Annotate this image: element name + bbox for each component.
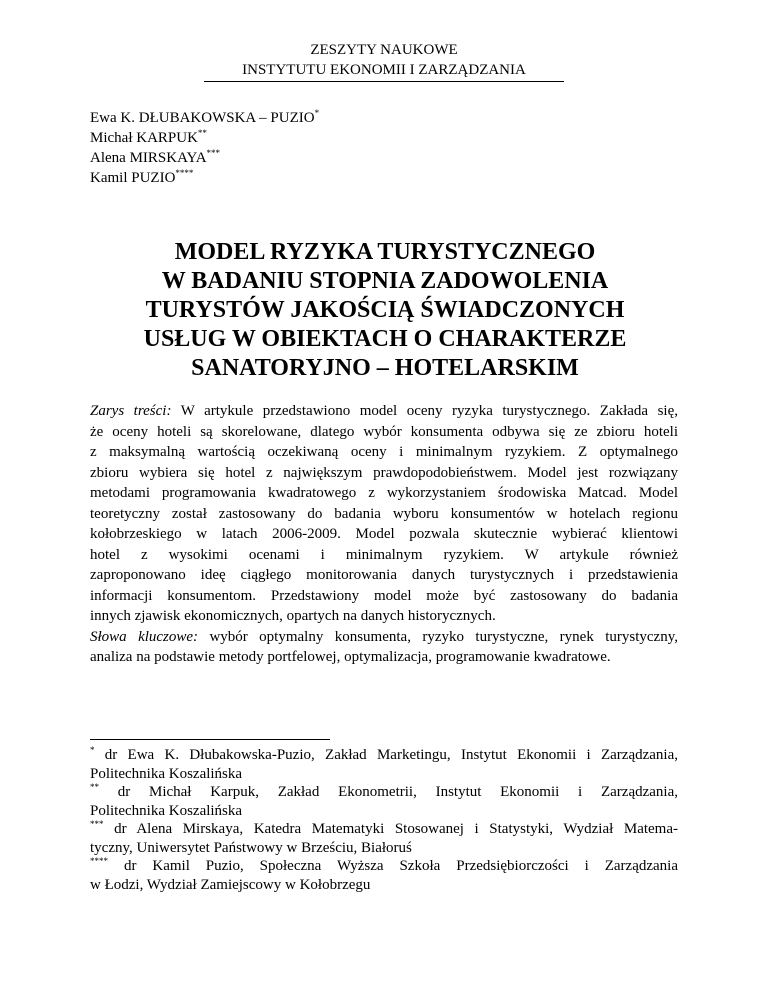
- abstract-line: zaproponowano ideę ciągłego monitorowania danych turystycznych i przedstawienia: [90, 567, 678, 583]
- journal-name-line-2: INSTYTUTU EKONOMII I ZARZĄDZANIA: [242, 62, 526, 78]
- abstract-section: [90, 401, 678, 668]
- keywords-line: analiza na podstawie metody portfelowej, optymalizacja, programowanie kwadratowe.: [90, 649, 611, 665]
- keywords-paragraph: [90, 627, 678, 668]
- keywords-line: Słowa kluczowe: wybór optymalny konsumenta, ryzyko turystyczne, rynek turystyczny,: [90, 628, 678, 645]
- abstract-label: Zarys treści:: [90, 403, 172, 419]
- footnote-mark: *: [90, 745, 95, 755]
- author: Ewa K. DŁUBAKOWSKA – PUZIO*: [90, 108, 320, 126]
- title-line: TURYSTÓW JAKOŚCIĄ ŚWIADCZONYCH: [145, 297, 625, 323]
- footnote-rule: [90, 739, 330, 740]
- abstract-line: innych zjawisk ekonomicznych, opartych na danych historycznych.: [90, 608, 496, 624]
- abstract-line: teoretyczny został zastosowany do badania wyboru konsumentów w hotelach regionu: [90, 505, 678, 522]
- author: Alena MIRSKAYA***: [90, 148, 221, 166]
- footnote: ** dr Michał Karpuk, Zakład Ekonometrii, Instytut Ekonomii i Zarządzania, Politechnika Koszalińska: [90, 782, 678, 819]
- abstract-line: zbioru wybiera się hotel z największym prawdopodobieństwem. Model jest rozwiązany: [90, 464, 678, 481]
- author: Kamil PUZIO****: [90, 168, 194, 186]
- abstract-line: metodami programowania kwadratowego z wykorzystaniem środowiska Matcad. Model: [90, 485, 678, 501]
- journal-name-line-1: ZESZYTY NAUKOWE: [310, 42, 458, 58]
- title-line: USŁUG W OBIEKTACH O CHARAKTERZE: [143, 326, 627, 352]
- abstract-line: kołobrzeskiego w latach 2006-2009. Model pozwala skutecznie wybierać klientowi: [90, 526, 678, 542]
- title-line: MODEL RYZYKA TURYSTYCZNEGO: [174, 239, 596, 265]
- abstract-line: Zarys treści: W artykule przedstawiono model oceny ryzyka turystycznego. Zakłada się,: [90, 403, 678, 419]
- footnote-mark: *: [314, 108, 320, 118]
- footnote-mark: **: [197, 128, 207, 138]
- title-line: W BADANIU STOPNIA ZADOWOLENIA: [161, 268, 609, 294]
- header-rule: [204, 81, 564, 82]
- footnote-mark: ***: [206, 148, 221, 158]
- footnote: **** dr Kamil Puzio, Społeczna Wyższa Szkoła Przedsiębiorczości i Zarządzania w Łodzi, Wydział Zamiejscowy w Kołobrzegu: [90, 856, 678, 893]
- footnote: *** dr Alena Mirskaya, Katedra Matematyki Stosowanej i Statystyki, Wydział Matema- tyczny, Uniwersytet Państwowy w Brześciu, Białoruś: [90, 819, 678, 856]
- footnote: * dr Ewa K. Dłubakowska-Puzio, Zakład Marketingu, Instytut Ekonomii i Zarządzania, Politechnika Koszalińska: [90, 745, 678, 782]
- footnote-mark: ***: [90, 819, 104, 829]
- footnote-mark: ****: [90, 856, 108, 866]
- footnote-mark: **: [90, 782, 99, 792]
- abstract-paragraph: [90, 401, 678, 627]
- paper-title: [90, 238, 680, 383]
- author: Michał KARPUK**: [90, 128, 207, 146]
- abstract-line: że oceny hoteli są skorelowane, dlatego wybór konsumenta odbywa się ze zbioru hoteli: [90, 423, 678, 440]
- abstract-line: z maksymalną wartością oczekiwaną oceny i minimalnym ryzykiem. Z optymalnego: [90, 444, 678, 460]
- footnote-mark: ****: [175, 168, 194, 178]
- abstract-line: informacji konsumentom. Przedstawiony model może być zastosowany do badania: [90, 587, 678, 604]
- author-list: [90, 108, 319, 188]
- keywords-label: Słowa kluczowe:: [90, 628, 199, 645]
- abstract-line: hotel z wysokimi ocenami i minimalnym ryzykiem. W artykule również: [90, 546, 678, 563]
- footnotes: [90, 746, 678, 894]
- title-line: SANATORYJNO – HOTELARSKIM: [191, 355, 579, 381]
- journal-header: [0, 40, 768, 82]
